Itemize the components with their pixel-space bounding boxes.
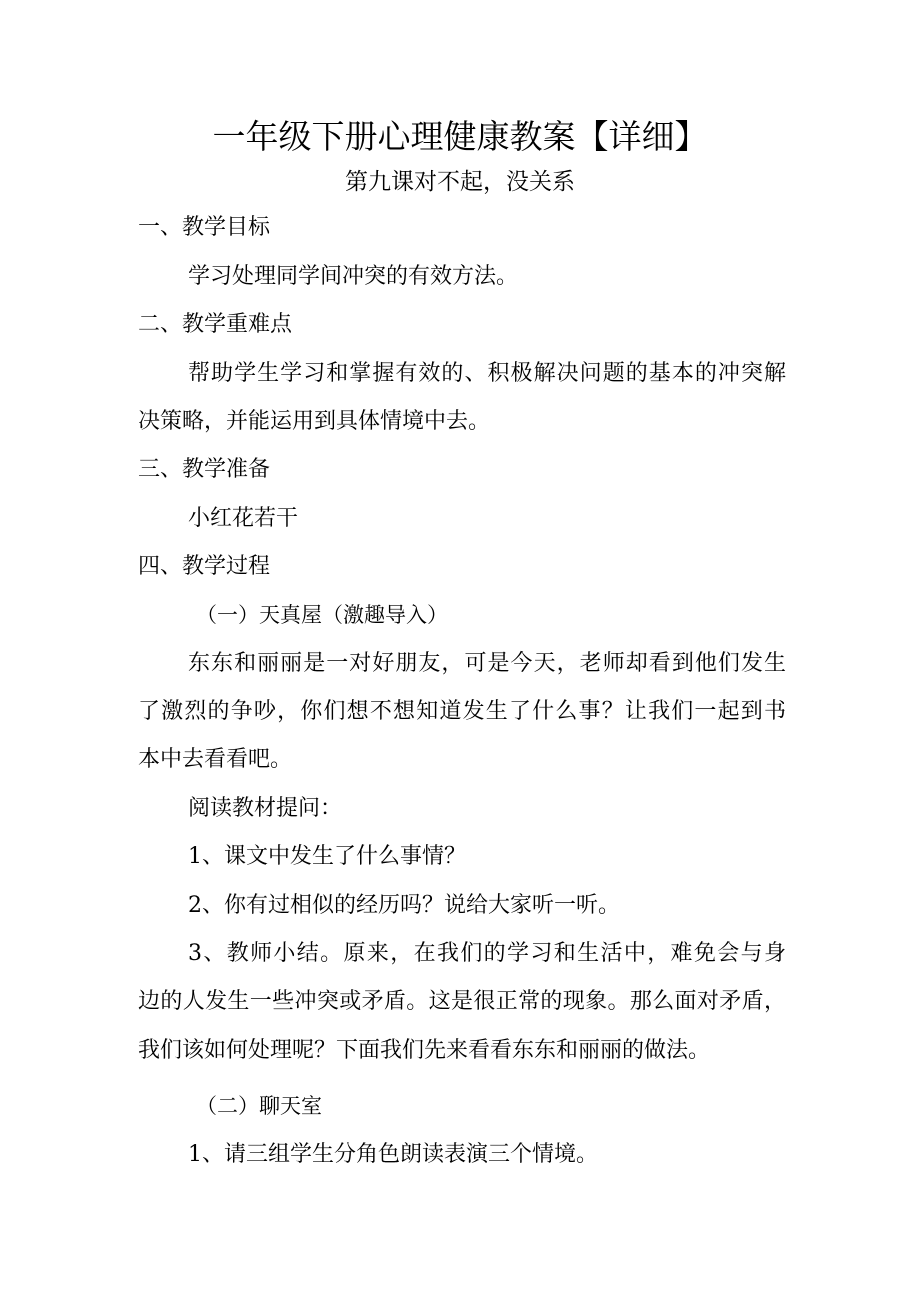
document-title: 一年级下册心理健康教案【详细】 [212,117,708,156]
paragraph-line: 边的人发生一些冲突或矛盾。这是很正常的现象。那么面对矛盾， [138,989,786,1014]
section-heading-preparation: 三、教学准备 [138,457,271,482]
list-item: 1、课文中发生了什么事情？ [188,844,466,869]
subsection-heading-chat: （二）聊天室 [196,1094,322,1118]
paragraph-line: 小红花若干 [188,506,299,531]
lesson-subtitle: 第九课对不起，没关系 [345,169,575,195]
paragraph-line: 决策略，并能运用到具体情境中去。 [138,409,491,434]
section-heading-key-points: 二、教学重难点 [138,312,293,337]
paragraph-line: 我们该如何处理呢？下面我们先来看看东东和丽丽的做法。 [138,1038,711,1063]
list-item: 2、你有过相似的经历吗？说给大家听一听。 [188,893,620,918]
paragraph-line: 帮助学生学习和掌握有效的、积极解决问题的基本的冲突解 [188,361,786,386]
list-item: 1、请三组学生分角色朗读表演三个情境。 [188,1142,598,1167]
paragraph-line: 本中去看看吧。 [138,747,293,772]
paragraph-line: 阅读教材提问： [188,796,343,821]
subsection-heading-intro: （一）天真屋（激趣导入） [196,603,448,627]
paragraph-line: 了激烈的争吵，你们想不想知道发生了什么事？让我们一起到书 [138,699,786,724]
list-item: 3、教师小结。原来，在我们的学习和生活中，难免会与身 [188,941,786,966]
section-heading-goals: 一、教学目标 [138,215,271,240]
section-heading-process: 四、教学过程 [138,554,271,579]
paragraph-line: 东东和丽丽是一对好朋友，可是今天，老师却看到他们发生 [188,651,786,676]
paragraph-line: 学习处理同学间冲突的有效方法。 [188,264,519,289]
